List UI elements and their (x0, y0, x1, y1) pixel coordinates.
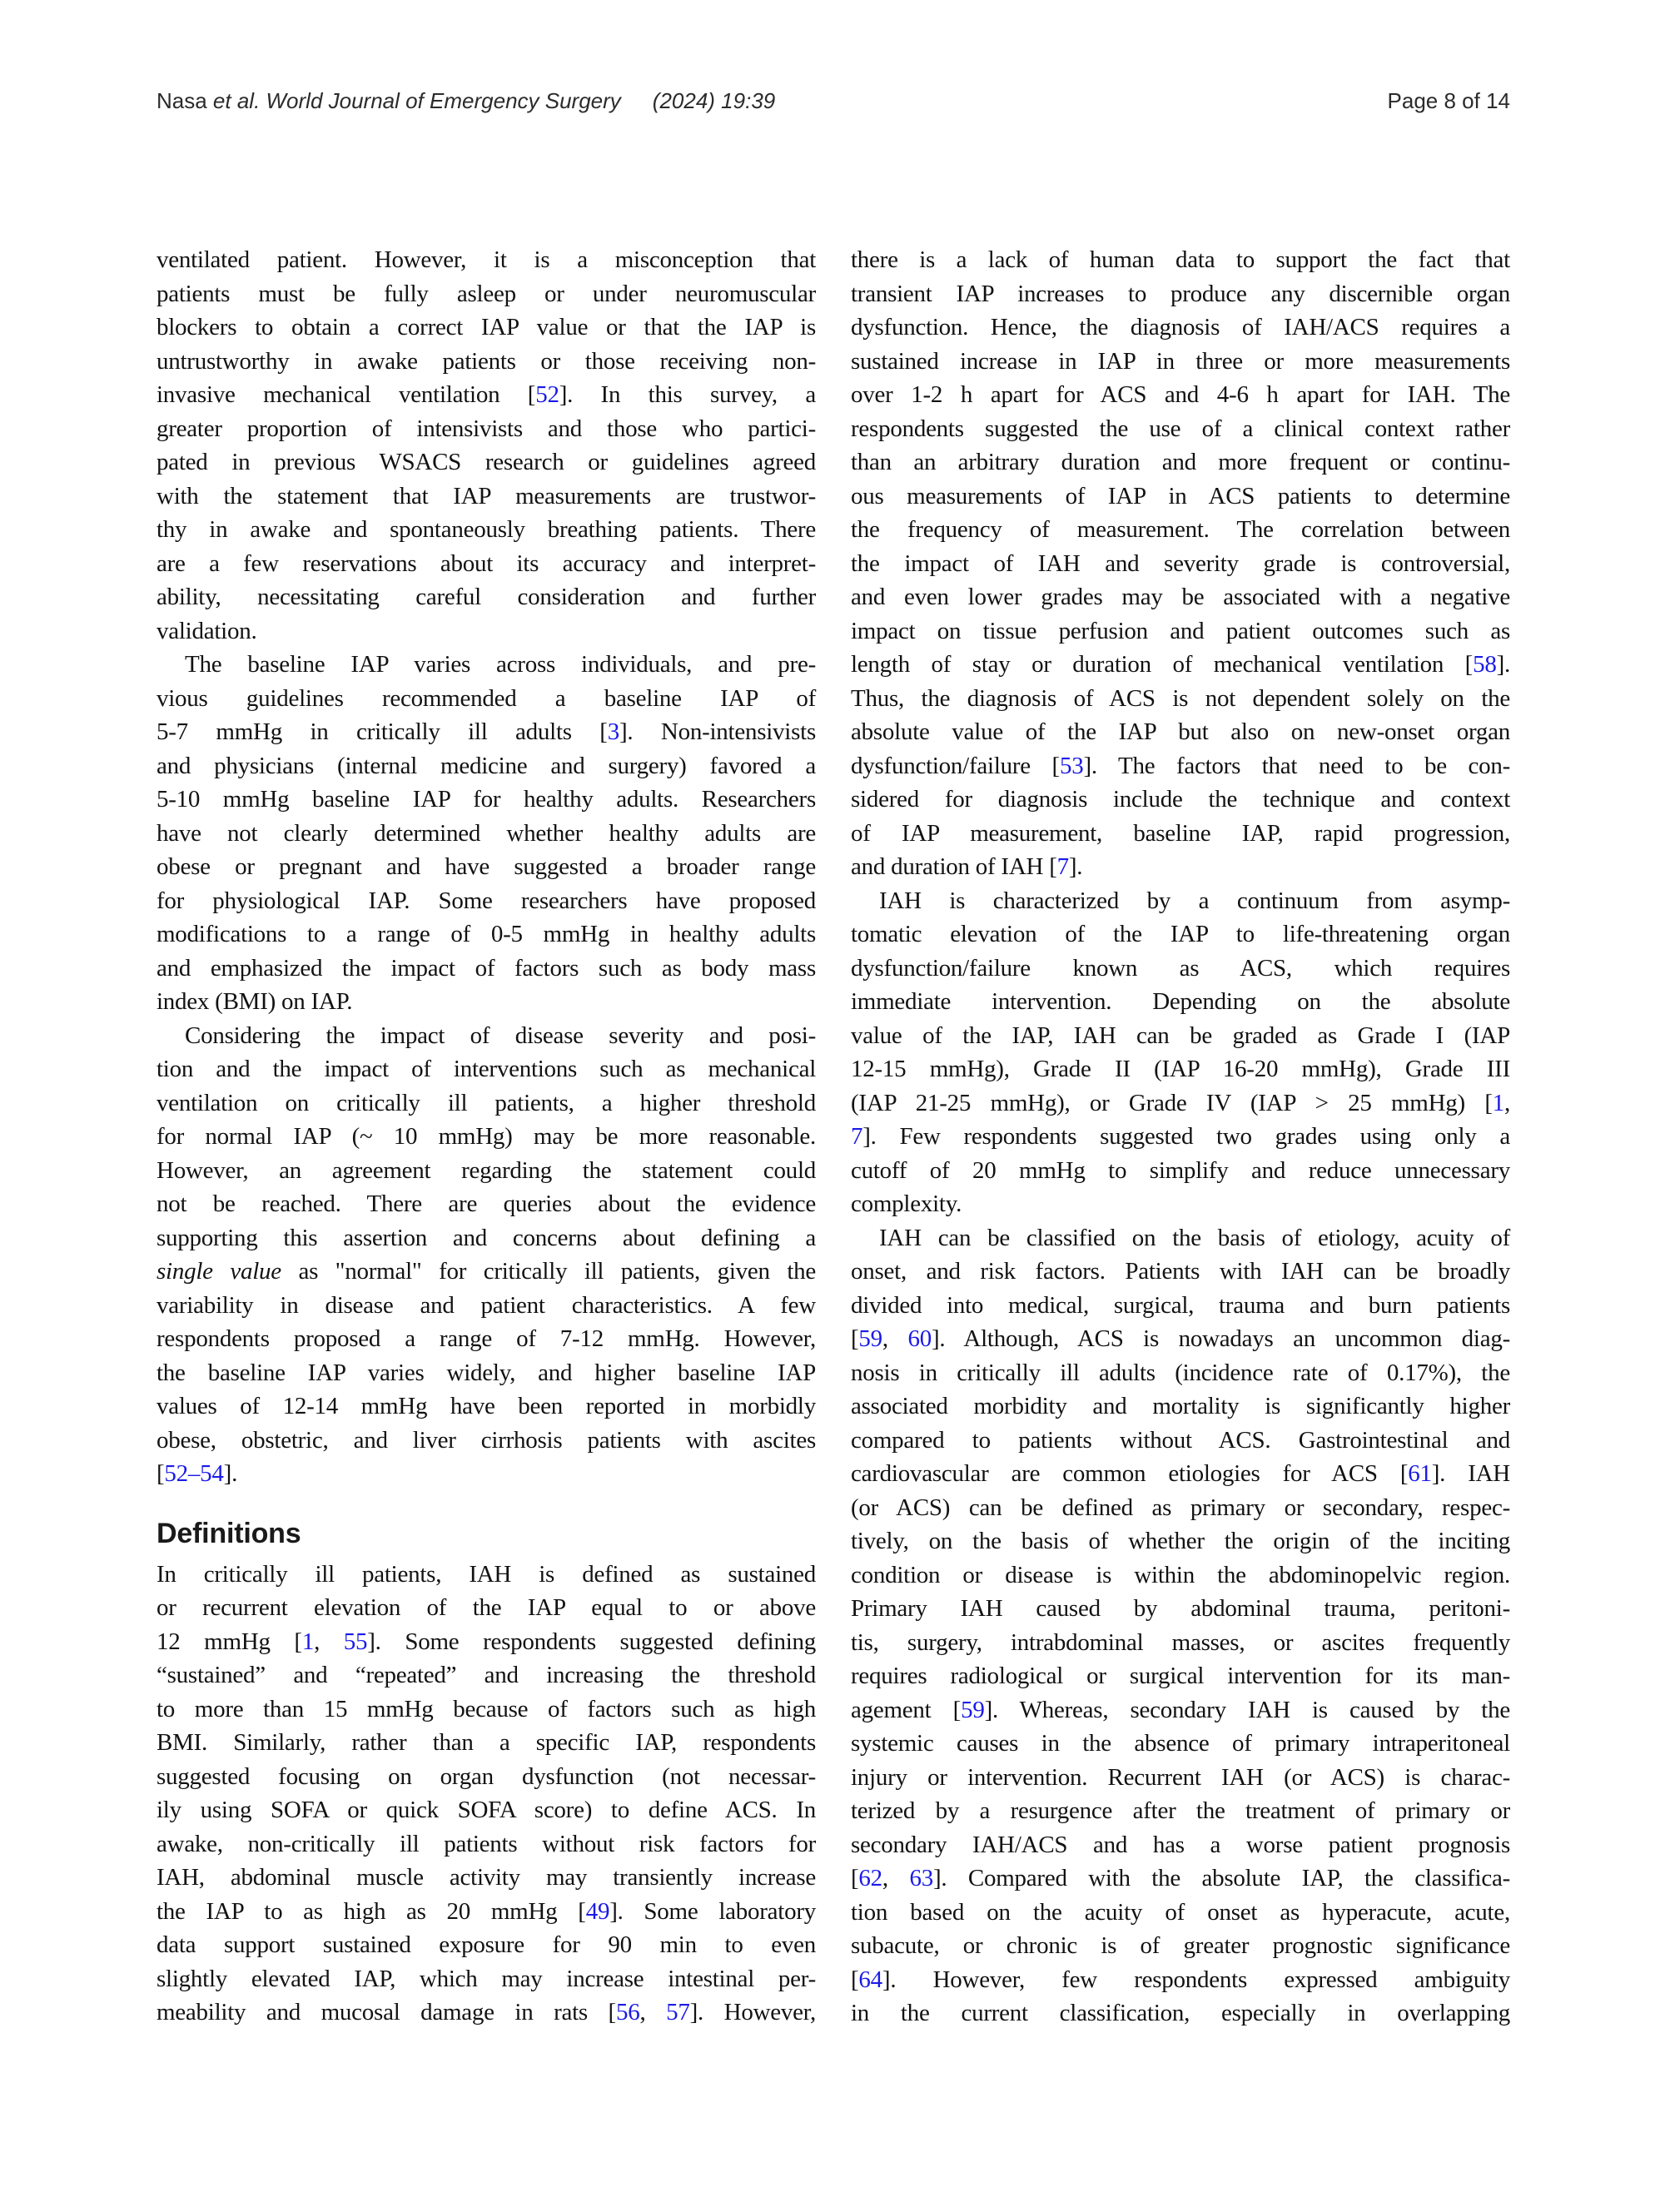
running-head (157, 88, 775, 114)
text-line: supporting this assertion and concerns about defining a (157, 1224, 816, 1251)
text-line: vious guidelines recommended a baseline IAP of (157, 684, 816, 712)
text-line: cutoff of 20 mmHg to simplify and reduce unnecessary (851, 1156, 1510, 1184)
text-line: agement [59]. Whereas, secondary IAH is caused by the (851, 1696, 1510, 1723)
text-line: requires radiological or surgical intervention for its man- (851, 1663, 1510, 1689)
citation-ref[interactable]: 55 (343, 1628, 368, 1655)
text-line: have not clearly determined whether healthy adults are (157, 819, 816, 847)
text-line: the baseline IAP varies widely, and higher baseline IAP (157, 1359, 816, 1386)
text-line: ventilation on critically ill patients, a higher threshold (157, 1089, 816, 1116)
text-line: the IAP to as high as 20 mmHg [49]. Some laboratory (157, 1897, 816, 1925)
text-line: obese or pregnant and have suggested a broader range (157, 853, 816, 880)
text-line: awake, non-critically ill patients without risk factors for (157, 1830, 816, 1857)
text-line: with the statement that IAP measurements are trustwor- (157, 482, 816, 510)
citation-ref[interactable]: 49 (585, 1897, 610, 1925)
text-line: are a few reservations about its accuracy and interpret- (157, 549, 816, 577)
citation-ref[interactable]: – (187, 1460, 201, 1487)
text-line: blockers to obtain a correct IAP value or that the IAP is (157, 314, 816, 340)
citation-ref[interactable]: 7 (1056, 853, 1069, 880)
text-line: Considering the impact of disease severity and posi- (185, 1021, 816, 1049)
text-line: ability, necessitating careful consideration and further (157, 584, 816, 610)
citation-ref[interactable]: 56 (615, 1999, 640, 2026)
left-column (157, 243, 816, 2031)
text-line: patients must be fully asleep or under neuromuscular (157, 280, 816, 307)
text-line: values of 12-14 mmHg have been reported in morbidly (157, 1393, 816, 1419)
text-line: in the current classification, especially in overlapping (851, 2000, 1510, 2026)
text-line: IAH can be classified on the basis of etiology, acuity of (879, 1224, 1510, 1251)
citation-ref[interactable]: 54 (200, 1460, 224, 1487)
page-number: Page 8 of 14 (1387, 88, 1510, 113)
paragraph (157, 243, 816, 648)
text-line: IAH, abdominal muscle activity may transiently increase (157, 1864, 816, 1891)
text-line: the impact of IAH and severity grade is controversial, (851, 549, 1510, 577)
citation-ref[interactable]: 63 (909, 1865, 933, 1891)
text-line: cardiovascular are common etiologies for ACS [61]. IAH (851, 1460, 1510, 1487)
text-line: Thus, the diagnosis of ACS is not dependent solely on the (851, 684, 1510, 712)
text-line: In critically ill patients, IAH is defined as sustained (157, 1560, 816, 1588)
text-line: there is a lack of human data to support the fact that (851, 246, 1510, 273)
text-line: data support sustained exposure for 90 min to even (157, 1931, 816, 1958)
text-line: and even lower grades may be associated with a negative (851, 584, 1510, 610)
citation-ref[interactable]: 7 (851, 1123, 863, 1150)
text-line: dysfunction/failure [53]. The factors that need to be con- (851, 752, 1510, 779)
paragraph (851, 243, 1510, 884)
text-line: divided into medical, surgical, trauma and burn patients (851, 1291, 1510, 1319)
citation-ref[interactable]: 57 (666, 1999, 690, 2026)
text-line: subacute, or chronic is of greater prognostic significance (851, 1932, 1510, 1959)
page-header (157, 88, 1510, 114)
text-line: condition or disease is within the abdominopelvic region. (851, 1561, 1510, 1588)
text-line: pated in previous WSACS research or guidelines agreed (157, 449, 816, 475)
text-line: tively, on the basis of whether the origin of the inciting (851, 1528, 1510, 1554)
text-line: variability in disease and patient characteristics. A few (157, 1291, 816, 1319)
text-line: of IAP measurement, baseline IAP, rapid progression, (851, 819, 1510, 847)
text-line: 12-15 mmHg), Grade II (IAP 16-20 mmHg), Grade III (851, 1056, 1510, 1082)
text-line: thy in awake and spontaneously breathing patients. There (157, 516, 816, 543)
text-line: However, an agreement regarding the statement could (157, 1156, 816, 1184)
text-line: injury or intervention. Recurrent IAH (or ACS) is charac- (851, 1763, 1510, 1791)
text-line: terized by a resurgence after the treatment of primary or (851, 1797, 1510, 1824)
text-line: “sustained” and “repeated” and increasing the threshold (157, 1662, 816, 1688)
citation-ref[interactable]: 59 (961, 1696, 985, 1723)
citation-ref[interactable]: 52 (164, 1460, 188, 1487)
text-line: tion based on the acuity of onset as hyperacute, acute, (851, 1898, 1510, 1926)
text-line: sustained increase in IAP in three or more measurements (851, 347, 1510, 375)
text-line: the frequency of measurement. The correlation between (851, 516, 1510, 543)
text-line: for normal IAP (~ 10 mmHg) may be more reasonable. (157, 1123, 816, 1150)
text-line: nosis in critically ill adults (incidence rate of 0.17%), the (851, 1359, 1510, 1386)
citation-ref[interactable]: 61 (1408, 1460, 1432, 1487)
text-line: untrustworthy in awake patients or those receiving non- (157, 347, 816, 375)
text-line: respondents proposed a range of 7-12 mmHg. However, (157, 1325, 816, 1352)
text-line: transient IAP increases to produce any discernible organ (851, 280, 1510, 307)
text-line: or recurrent elevation of the IAP equal to or above (157, 1594, 816, 1621)
citation-ref[interactable]: 64 (858, 1966, 882, 1993)
text-line: systemic causes in the absence of primary intraperitoneal (851, 1730, 1510, 1757)
text-line: value of the IAP, IAH can be graded as Grade I (IAP (851, 1021, 1510, 1049)
paragraph (157, 1019, 816, 1491)
text-line: Primary IAH caused by abdominal trauma, peritoni- (851, 1595, 1510, 1622)
text-line: BMI. Similarly, rather than a specific IAP, respondents (157, 1729, 816, 1756)
citation-ref[interactable]: 62 (858, 1865, 882, 1891)
text-line: 7]. Few respondents suggested two grades using only a (851, 1123, 1510, 1150)
text-line: index (BMI) on IAP. (157, 988, 353, 1015)
citation-ref[interactable]: 53 (1059, 752, 1084, 779)
text-line: not be reached. There are queries about the evidence (157, 1191, 816, 1217)
text-line: length of stay or duration of mechanical ventilation [58]. (851, 651, 1510, 678)
text-line: than an arbitrary duration and more frequent or continu- (851, 449, 1510, 475)
citation-ref[interactable]: 60 (907, 1325, 932, 1352)
text-line: immediate intervention. Depending on the absolute (851, 988, 1510, 1015)
text-line: obese, obstetric, and liver cirrhosis patients with ascites (157, 1426, 816, 1454)
text-line: IAH is characterized by a continuum from asymp- (879, 887, 1510, 914)
article-body (157, 243, 1510, 2031)
text-line: for physiological IAP. Some researchers have proposed (157, 887, 816, 914)
running-head-segment: Nasa (157, 88, 213, 113)
text-line: 12 mmHg [1, 55]. Some respondents suggested defining (157, 1628, 816, 1655)
text-line: compared to patients without ACS. Gastrointestinal and (851, 1426, 1510, 1454)
text-line: 5-7 mmHg in critically ill adults [3]. Non-intensivists (157, 718, 816, 745)
text-line: slightly elevated IAP, which may increase intestinal per- (157, 1965, 816, 1992)
text-line: meability and mucosal damage in rats [56, 57]. However, (157, 1999, 817, 2026)
text-line: dysfunction. Hence, the diagnosis of IAH/ACS requires a (851, 314, 1510, 340)
text-line: respondents suggested the use of a clinical context rather (851, 415, 1510, 442)
text-line: (IAP 21-25 mmHg), or Grade IV (IAP > 25 mmHg) [1, (851, 1089, 1510, 1116)
text-line: [52–54]. (157, 1460, 238, 1487)
text-line: modifications to a range of 0-5 mmHg in healthy adults (157, 921, 816, 947)
text-line: and duration of IAH [7]. (851, 853, 1083, 880)
running-head-segment: (2024) 19:39 (652, 88, 776, 113)
citation-ref[interactable]: 59 (858, 1325, 882, 1352)
text-line: complexity. (851, 1191, 962, 1217)
text-line: ous measurements of IAP in ACS patients to determine (851, 482, 1510, 510)
text-line: The baseline IAP varies across individuals, and pre- (185, 651, 816, 678)
text-line: validation. (157, 617, 257, 644)
paragraph (157, 1558, 816, 2030)
text-line: and physicians (internal medicine and surgery) favored a (157, 752, 816, 779)
running-head-segment: et al. World Journal of Emergency Surgery (212, 88, 621, 113)
text-line: 5-10 mmHg baseline IAP for healthy adults. Researchers (157, 786, 816, 813)
section-heading: Definitions (157, 1517, 301, 1549)
citation-ref[interactable]: 52 (535, 381, 559, 408)
text-line: tion and the impact of interventions such as mechanical (157, 1056, 816, 1082)
text-line: secondary IAH/ACS and has a worse patient prognosis (851, 1831, 1510, 1858)
text-line: associated morbidity and mortality is significantly higher (851, 1393, 1510, 1419)
citation-ref[interactable]: 1 (1492, 1089, 1504, 1116)
text-line: impact on tissue perfusion and patient outcomes such as (851, 617, 1510, 644)
text-line: [59, 60]. Although, ACS is nowadays an uncommon diag- (851, 1325, 1511, 1352)
text-line: [62, 63]. Compared with the absolute IAP, the classifica- (851, 1865, 1510, 1891)
citation-ref[interactable]: 3 (607, 718, 619, 745)
text-line: invasive mechanical ventilation [52]. In this survey, a (157, 381, 816, 408)
text-line: over 1-2 h apart for ACS and 4-6 h apart for IAH. The (851, 381, 1510, 408)
text-line: ily using SOFA or quick SOFA score) to define ACS. In (157, 1797, 816, 1823)
citation-ref[interactable]: 58 (1473, 651, 1497, 678)
text-line: tis, surgery, intrabdominal masses, or ascites frequently (851, 1628, 1510, 1656)
text-line: onset, and risk factors. Patients with IAH can be broadly (851, 1258, 1510, 1285)
text-line: ventilated patient. However, it is a misconception that (157, 246, 816, 273)
paragraph (157, 648, 816, 1019)
text-line: sidered for diagnosis include the technique and context (851, 786, 1510, 813)
text-line: greater proportion of intensivists and those who partici- (157, 415, 816, 442)
paragraph (851, 884, 1510, 1221)
text-line: suggested focusing on organ dysfunction (not necessar- (157, 1762, 816, 1790)
text-line: (or ACS) can be defined as primary or secondary, respec- (851, 1494, 1510, 1521)
paragraph (851, 1221, 1510, 2031)
text-line: [64]. However, few respondents expressed ambiguity (851, 1966, 1510, 1993)
text-line: absolute value of the IAP but also on new-onset organ (851, 718, 1510, 745)
text-line: and emphasized the impact of factors such as body mass (157, 954, 816, 982)
citation-ref[interactable]: 1 (301, 1628, 315, 1655)
text-line: dysfunction/failure known as ACS, which requires (851, 954, 1510, 982)
text-line: tomatic elevation of the IAP to life-threatening organ (851, 921, 1510, 947)
right-column (851, 243, 1510, 2031)
text-line: single value as "normal" for critically ill patients, given the (157, 1258, 816, 1285)
text-line: to more than 15 mmHg because of factors such as high (157, 1695, 816, 1722)
